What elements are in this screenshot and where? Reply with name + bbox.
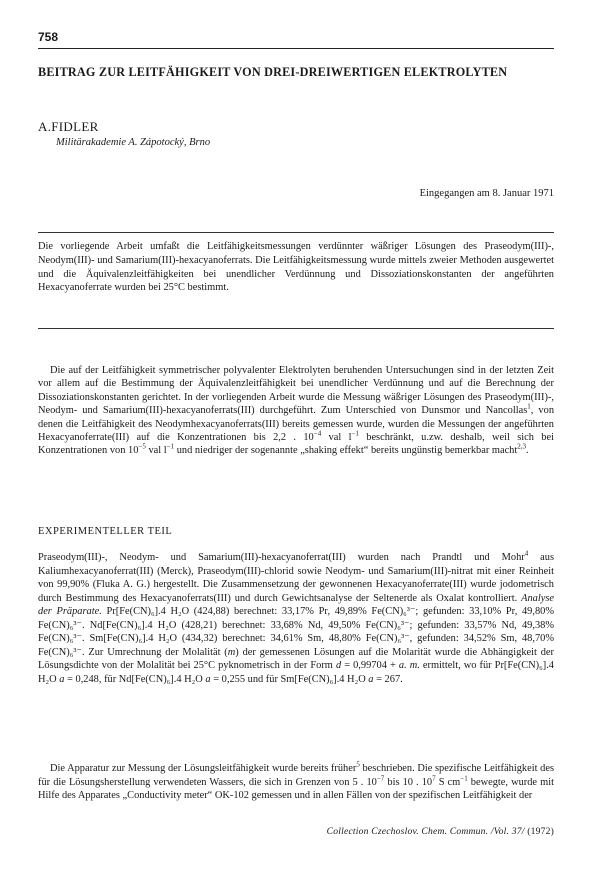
exp-text: ermittelt, wo für Pr[Fe(CN)₆].4 H₂O xyxy=(38,660,554,685)
exponent: −1 xyxy=(460,774,468,783)
subheading-inline: Analyse der Präparate. xyxy=(38,592,554,617)
article-title: BEITRAG ZUR LEITFÄHIGKEIT VON DREI-DREIWERTIGEN ELEKTROLYTEN xyxy=(38,65,508,79)
abstract-rule-top xyxy=(38,232,554,233)
exp-text: Praseodym(III)-, Neodym- und Samarium(III)-hexacyanoferrat(III) wurden nach Prandtl und Mohr xyxy=(38,552,525,563)
citation-ref: 5 xyxy=(356,760,360,769)
symbol: a xyxy=(368,673,374,685)
citation-ref: 4 xyxy=(524,549,529,558)
author-affiliation: Militärakademie A. Zápotocký, Brno xyxy=(56,137,211,148)
intro-text: , von denen die Leitfähigkeit des Neodymhexacyanoferrats(III) bereits gemessen wurde, wurden die Messungen der angeführten Hexacyanoferrate(III) auf die Konzentrationen bis 2,2 . 10 xyxy=(38,405,555,444)
intro-text: val l xyxy=(321,432,352,444)
introduction-paragraph xyxy=(38,364,554,458)
exp-text: S cm xyxy=(435,776,461,788)
intro-text: . xyxy=(526,445,529,457)
page-number: 758 xyxy=(38,30,59,44)
exp-text: ) der gemessenen Lösungen auf die Molarität wurde die Abhängigkeit der Lösungsdichte von der Molalität bei 25°C pyknometrisch in der Form xyxy=(38,646,554,671)
symbol: a. m. xyxy=(398,660,420,671)
citation-ref: 1 xyxy=(527,402,531,411)
exp-text: bewegte, wurde mit Hilfe des Apparates „Conductivity meter“ OK-102 gemessen und in allen Fällen von der spezifischen Leitfähigkeit der xyxy=(38,776,554,801)
intro-text: und niedriger der sogenannte „shaking effekt“ bereits ungünstig bemerkbar macht xyxy=(174,445,518,457)
exp-text: = 0,255 und für Sm[Fe(CN)₆].4 H₂O xyxy=(210,673,369,685)
exponent: −1 xyxy=(351,429,359,438)
exponent: 7 xyxy=(432,774,436,783)
abstract-rule-bottom xyxy=(38,328,554,329)
section-heading: EXPERIMENTELLER TEIL xyxy=(38,526,173,537)
author-name: A.FIDLER xyxy=(38,119,99,134)
symbol: m xyxy=(227,646,236,658)
apparatus-paragraph xyxy=(38,762,554,803)
symbol: a xyxy=(59,673,65,685)
exponent: −1 xyxy=(166,442,175,451)
symbol: d xyxy=(335,660,342,671)
header-rule xyxy=(38,48,554,49)
exp-text: = 267. xyxy=(373,673,403,685)
exp-text: beschrieben. Die spezifische Leitfähigkeit des für die Lösungsherstellung verwendeten Wassers, die sich in Grenzen von 5 . 10 xyxy=(38,763,554,788)
exp-text: Pr[Fe(CN)₆].4 H₂O (424,88) berechnet: 33,17% Pr, 49,89% Fe(CN)₆³⁻; gefunden: 33,10% Pr, 49,80% Fe(CN)₆³⁻. Nd[Fe(CN)₆].4 H₂O (428,21) berechnet: 33,68% Nd, 49,50% Fe(CN)₆³⁻; gefunden: 33,57% Nd, 49,38% Fe(CN)₆³⁻. Sm[Fe(CN)₆].4 H₂O (434,32) berechnet: 34,61% Sm, 48,80% Fe(CN)₆³⁻, gefunden: 34,52% Sm, 48,70% Fe(CN)₆³⁻. Zur Umrechnung der Molalität ( xyxy=(38,606,555,658)
abstract: Die vorliegende Arbeit umfaßt die Leitfähigkeitsmessungen verdünnter wäßriger Lösungen des Praseodym(III)-, Neodym(III)- und Samarium(III)-hexacyanoferrats. Die Leitfähigkeitsmessung wurde mittels zweier Methoden ausgewertet und die Äquivalenzleitfähigkeiten bei unendlicher Verdünnung und Dissoziationskonstanten der angeführten Hexacyanoferrate wurden bei 25°C bestimmt. xyxy=(38,241,554,294)
exp-text: = 0,248, für Nd[Fe(CN)₆].4 H₂O xyxy=(64,673,206,685)
exponent: −7 xyxy=(376,774,385,783)
exp-text: bis 10 . 10 xyxy=(384,776,433,788)
intro-text: beschränkt, u.zw. deshalb, weil sich bei Konzentrationen von 10 xyxy=(38,432,554,457)
journal-citation: Collection Czechoslov. Chem. Commun. /Vol. 37/ xyxy=(326,826,528,837)
received-date: Eingegangen am 8. Januar 1971 xyxy=(419,188,554,199)
exponent: −4 xyxy=(313,429,322,438)
exp-text: aus Kaliumhexacyanoferrat(III) (Merck), Praseodym(III)-chlorid sowie Neodym- und Samarium(III)-nitrat mit einer Reinheit von 99,90% (Fluka A. G.) hergestellt. Die Zusammensetzung der gewonnenen Hexacyanoferrate(III) wurde jodometrisch durch Bestimmung des Hexacyanoferrats(III) und durch Gewichtsanalyse der Seltenerde als Oxalat kontrolliert. xyxy=(38,552,554,604)
exp-text: = 0,99704 + xyxy=(341,660,399,671)
journal-year: (1972) xyxy=(527,826,554,837)
symbol: a xyxy=(205,673,211,685)
intro-text: val l xyxy=(145,445,167,457)
intro-text: Die auf der Leitfähigkeit symmetrischer polyvalenter Elektrolyten beruhenden Untersuchungen sind in der letzten Zeit vor allem auf die Bestimmung der Äquivalenzleitfähigkeit bei unendlicher Verdünnung und auf die Berechnung der Dissoziationskonstanten gerichtet. In der vorliegenden Arbeit wurde die Messung wäßriger Lösungen des Praseodym(III)-, Neodym- und Samarium(III)-hexacyanoferrats(III) durchgeführt. Zum Unterschied von Dunsmor und Nancollas xyxy=(38,365,554,417)
journal-footer xyxy=(327,826,554,837)
exponent: −5 xyxy=(138,442,146,451)
exp-text: Die Apparatur zur Messung der Lösungsleitfähigkeit wurde bereits früher xyxy=(50,763,357,774)
experimental-paragraph xyxy=(38,551,554,686)
citation-ref: 2,3 xyxy=(517,442,527,451)
